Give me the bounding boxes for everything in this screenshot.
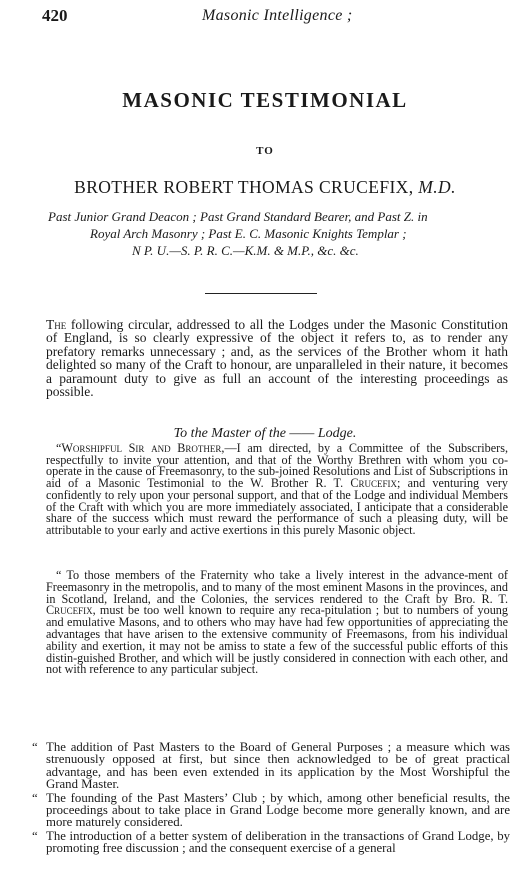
page-number: 420 [42,6,68,25]
page-header [0,6,530,28]
list-item-text: The addition of Past Masters to the Board of General Purposes ; a measure which was strenuously opposed at first, but since then acknowledged to be of great practical advantage, and has been even extended in its application by the Most Worshipful the Grand Master. [46,740,510,792]
list-item [32,830,510,855]
letter-text: , must be too well known to require any reca-pitulation ; but to numbers of young and emulative Masons, and to others who may have had few opportunities of appreciating the advantages that have arisen to the extensive community of Freemasons, from his individual ability and exertion, it may not be amiss to state a few of the successful public efforts of this distin-guished Brother, and which will be justly considered in connection with each other, and not with reference to any particular subject. [46,603,508,677]
open-quote: “ [32,740,38,754]
dedication-to: TO [256,145,274,157]
titles-line: N P. U.—S. P. R. C.—K.M. & M.P., &c. &c. [132,243,359,258]
article-title: MASONIC TESTIMONIAL [122,88,408,112]
titles-line: Past Junior Grand Deacon ; Past Grand Standard Bearer, and Past Z. in [48,209,428,224]
honoree-name [0,177,530,198]
letter-text: “ To those members of the Fraternity who take a lively interest in the advance-ment of Freemasonry in the metropolis, and to many of the most eminent Masons in the provinces, and in Scotland, Ireland, and the Colonies, the services rendered to the Craft by Bro. R. T. [46,568,508,606]
letter-paragraph-1 [46,443,508,537]
titles-line: Royal Arch Masonry ; Past E. C. Masonic Knights Templar ; [90,226,407,241]
list-item-text: The introduction of a better system of deliberation in the transactions of Grand Lodge, by promoting free discussion ; and the consequent exercise of a general [46,828,510,856]
honoree-surname: Crucefix [350,476,397,491]
letter-salutation: To the Master of the —— Lodge. [173,426,357,441]
list-item-text: The founding of the Past Masters’ Club ; by which, among other beneficial results, the proceedings about to take place in Grand Lodge become more generally known, and are more maturely considered. [46,790,510,830]
intro-lead-word: The [46,317,67,332]
letter-text: ; and venturing very confidently to rely upon your personal support, and that of the Lodge and individual Members of the Craft with which you are more immediately associated, I anticipate that a considerable share of the success which must reward the performance of such a pleasing duty, will be attributable to your early and active exertions in this purely Masonic object. [46,476,509,537]
honoree-titles [40,208,510,259]
letter-address: Worshipful Sir and Brother, [61,441,225,455]
open-quote: “ [56,441,62,455]
intro-text: following circular, addressed to all the Lodges under the Masonic Constitution of England, is so clearly expressive of the object it refers to, as to render any prefatory remarks unnecessary ; and, as the services of the Brother whom it hath delighted so many of the Craft to honour, are unparalleled in their nature, it becomes a paramount duty to give as full an account of the interesting proceedings as possible. [46,317,509,400]
open-quote: “ [32,828,38,843]
honoree-degree: M.D. [418,177,456,197]
list-item [32,741,510,791]
intro-paragraph [46,318,508,398]
list-item [32,792,510,829]
letter-text: —I am directed, by a Committee of the Subscribers, respectfully to invite your attention, and that of the Worthy Brethren with whom you co-operate in the cause of Freemasonry, to the sub-joined Resolutions and List of Subscriptions in aid of a Masonic Testimonial to the W. Brother R. T. [46,441,509,491]
letter-paragraph-2 [46,570,508,676]
honoree-fullname: BROTHER ROBERT THOMAS CRUCEFIX, [74,177,414,197]
honoree-surname: Crucefix [46,603,93,618]
open-quote: “ [32,790,38,805]
section-divider [205,293,317,294]
running-head: Masonic Intelligence ; [202,7,353,24]
achievements-list [32,741,510,856]
